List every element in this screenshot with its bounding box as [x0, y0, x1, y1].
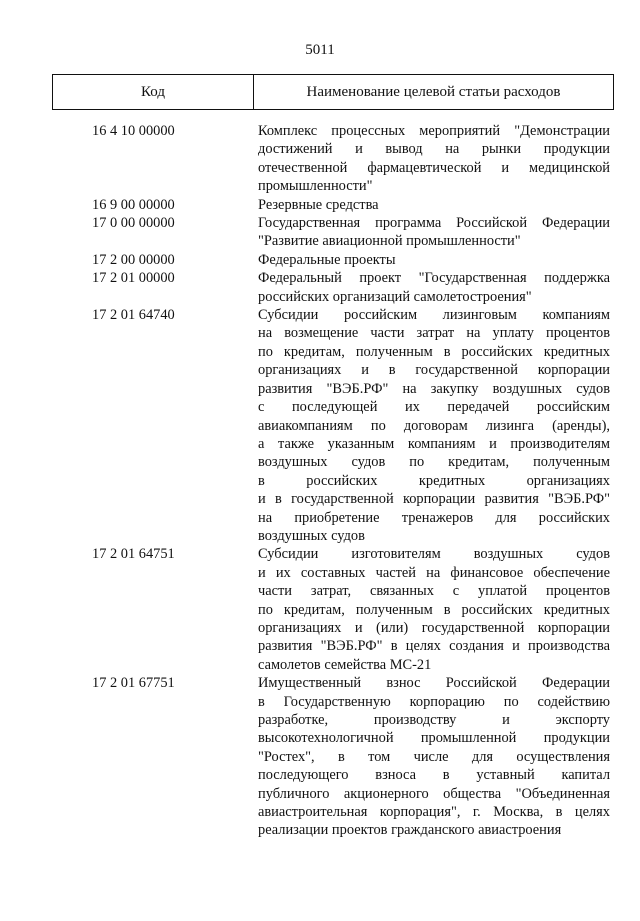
row-code: 17 2 00 00000 [92, 251, 175, 268]
row-name-line: реализации проектов гражданского авиастроения [258, 822, 562, 839]
row-name-line: и их составных частей на финансовое обеспечение [258, 564, 610, 581]
row-name [258, 306, 610, 545]
row-name-line: "Ростех", в том числе для осуществления [258, 748, 610, 765]
row-name-line: Субсидии изготовителям воздушных судов [258, 546, 610, 563]
row-name-line: Имущественный взнос Российской Федерации [258, 675, 610, 692]
row-name-line: отечественной фармацевтической и медицинской [258, 159, 610, 176]
row-name-line: авиастроительная корпорация", г. Москва, в целях [258, 804, 610, 821]
header-code: Код [53, 75, 254, 109]
row-name-line: Федеральные проекты [258, 251, 396, 268]
table-row [52, 214, 614, 251]
row-name-line: развития "ВЭБ.РФ" на закупку воздушных судов [258, 380, 610, 397]
table-row [52, 251, 614, 269]
row-code: 17 2 01 64740 [92, 307, 175, 324]
row-name-line: организациях и (или) государственной корпорации [258, 619, 610, 636]
row-name-line: самолетов семейства МС-21 [258, 656, 432, 673]
row-code: 17 2 01 67751 [92, 675, 175, 692]
page-number: 5011 [305, 42, 335, 58]
row-name-line: публичного акционерного общества "Объединенная [258, 785, 610, 802]
row-name-line: Субсидии российским лизинговым компаниям [258, 307, 610, 324]
row-name-line: в Государственную корпорацию по содействию [258, 693, 610, 710]
row-name-line: авиакомпаниям по договорам лизинга (аренды), [258, 417, 610, 434]
table-row [52, 674, 614, 840]
table-row [52, 269, 614, 306]
row-code: 17 2 01 00000 [92, 270, 175, 287]
row-name [258, 674, 610, 840]
row-name-line: в российских кредитных организациях [258, 472, 610, 489]
row-name-line: достижений и вывод на рынки продукции [258, 141, 610, 158]
row-name-line: части затрат, связанных с уплатой процентов [258, 583, 610, 600]
header-name: Наименование целевой статьи расходов [306, 83, 561, 100]
row-name [258, 269, 610, 306]
row-name-line: "Развитие авиационной промышленности" [258, 233, 521, 250]
row-name-line: воздушных судов [258, 527, 365, 544]
row-name-line: по кредитам, полученным в российских кредитных [258, 601, 610, 618]
row-name [258, 251, 610, 269]
row-name-line: разработке, производству и экспорту [258, 712, 610, 728]
row-name-line: Федеральный проект "Государственная поддержка [258, 270, 610, 287]
row-code: 16 4 10 00000 [92, 123, 175, 139]
row-name-line: с последующей их передачей российским [258, 399, 610, 416]
row-name-line: по кредитам, полученным в российских кредитных [258, 343, 610, 360]
row-name [258, 196, 610, 214]
budget-table [52, 74, 614, 840]
row-name [258, 122, 610, 196]
row-name-line: промышленности" [258, 178, 373, 195]
row-code: 17 2 01 64751 [92, 546, 175, 563]
table-row [52, 545, 614, 674]
row-name-line: и в государственной корпорации развития "ВЭБ.РФ" [258, 491, 610, 508]
row-code: 16 9 00 00000 [92, 196, 175, 213]
row-name-line: на возмещение части затрат на уплату процентов [258, 325, 610, 342]
row-name-line: воздушных судов по кредитам, полученным [258, 454, 610, 471]
row-name-line: последующего взноса в уставный капитал [258, 767, 610, 784]
row-name-line: на приобретение тренажеров для российских [258, 509, 610, 526]
table-body [52, 122, 614, 840]
row-code: 17 0 00 00000 [92, 215, 175, 232]
row-name-line: российских организаций самолетостроения" [258, 288, 532, 305]
row-name [258, 545, 610, 674]
row-name-line: Резервные средства [258, 196, 379, 213]
row-name-line: Комплекс процессных мероприятий "Демонстрации [258, 123, 610, 139]
row-name-line: а также указанным компаниям и производителям [258, 435, 610, 452]
row-name [258, 214, 610, 251]
table-header [52, 74, 614, 110]
row-name-line: организациях и в государственной корпорации [258, 362, 610, 379]
table-row [52, 122, 614, 196]
table-row [52, 196, 614, 214]
row-name-line: развития "ВЭБ.РФ" в целях создания и производства [258, 638, 610, 655]
row-name-line: высокотехнологичной промышленной продукции [258, 730, 610, 747]
table-row [52, 306, 614, 545]
row-name-line: Государственная программа Российской Федерации [258, 215, 610, 232]
